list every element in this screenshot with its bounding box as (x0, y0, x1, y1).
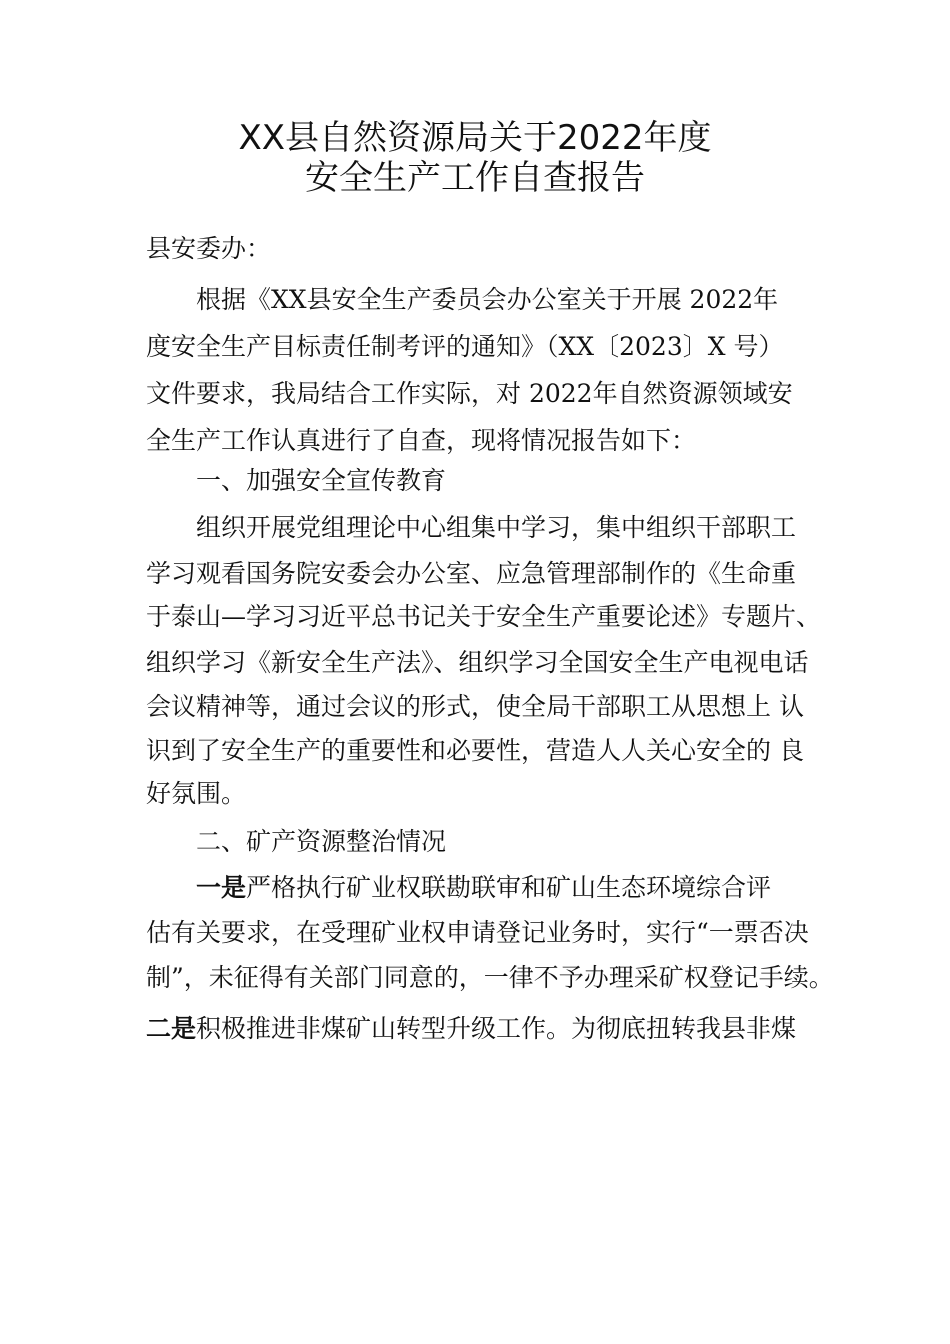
item-1-line-3: 制”，未征得有关部门同意的，一律不予办理采矿权登记手续。 (146, 963, 834, 992)
section-1-line-6: 识到了安全生产的重要性和必要性，营造人人关心安全的 良 (146, 736, 804, 765)
section-1-line-3: 于泰山—学习习近平总书记关于安全生产重要论述》专题片、 (146, 602, 822, 631)
section-1-line-5: 会议精神等，通过会议的形式，使全局干部职工从思想上 认 (146, 692, 804, 721)
section-1-line-4: 组织学习《新安全生产法》、组织学习全国安全生产电视电话 (146, 648, 809, 677)
item-2-first-line (146, 1013, 796, 1045)
item-1-lead: 一是 (196, 873, 247, 902)
intro-line-4: 全生产工作认真进行了自查，现将情况报告如下： (146, 426, 697, 455)
intro-line-1: 根据《XX县安全生产委员会办公室关于开展 2022年 (196, 285, 779, 314)
section-1-line-2: 学习观看国务院安委会办公室、应急管理部制作的《生命重 (146, 559, 797, 588)
document-title-line-1: XX县自然资源局关于2022年度 (238, 118, 712, 158)
item-2-line-1-text: 积极推进非煤矿山转型升级工作。为彻底扭转我县非煤 (196, 1014, 797, 1043)
section-1-heading: 一、加强安全宣传教育 (196, 466, 447, 495)
document-title-line-2: 安全生产工作自查报告 (305, 158, 645, 198)
section-2-heading: 二、矿产资源整治情况 (196, 827, 447, 856)
salutation: 县安委办： (146, 234, 272, 263)
item-1-first-line (196, 872, 771, 904)
intro-line-2: 度安全生产目标责任制考评的通知》（XX〔2023〕X 号） (146, 332, 784, 361)
intro-line-3: 文件要求，我局结合工作实际，对 2022年自然资源领域安 (146, 379, 793, 408)
item-2-lead: 二是 (146, 1014, 197, 1043)
section-1-line-1: 组织开展党组理论中心组集中学习，集中组织干部职工 (196, 513, 797, 542)
item-1-line-2: 估有关要求，在受理矿业权申请登记业务时，实行“一票否决 (146, 918, 809, 947)
section-1-line-7: 好氛围。 (146, 779, 247, 808)
item-1-line-1-text: 严格执行矿业权联勘联审和矿山生态环境综合评 (246, 873, 772, 902)
